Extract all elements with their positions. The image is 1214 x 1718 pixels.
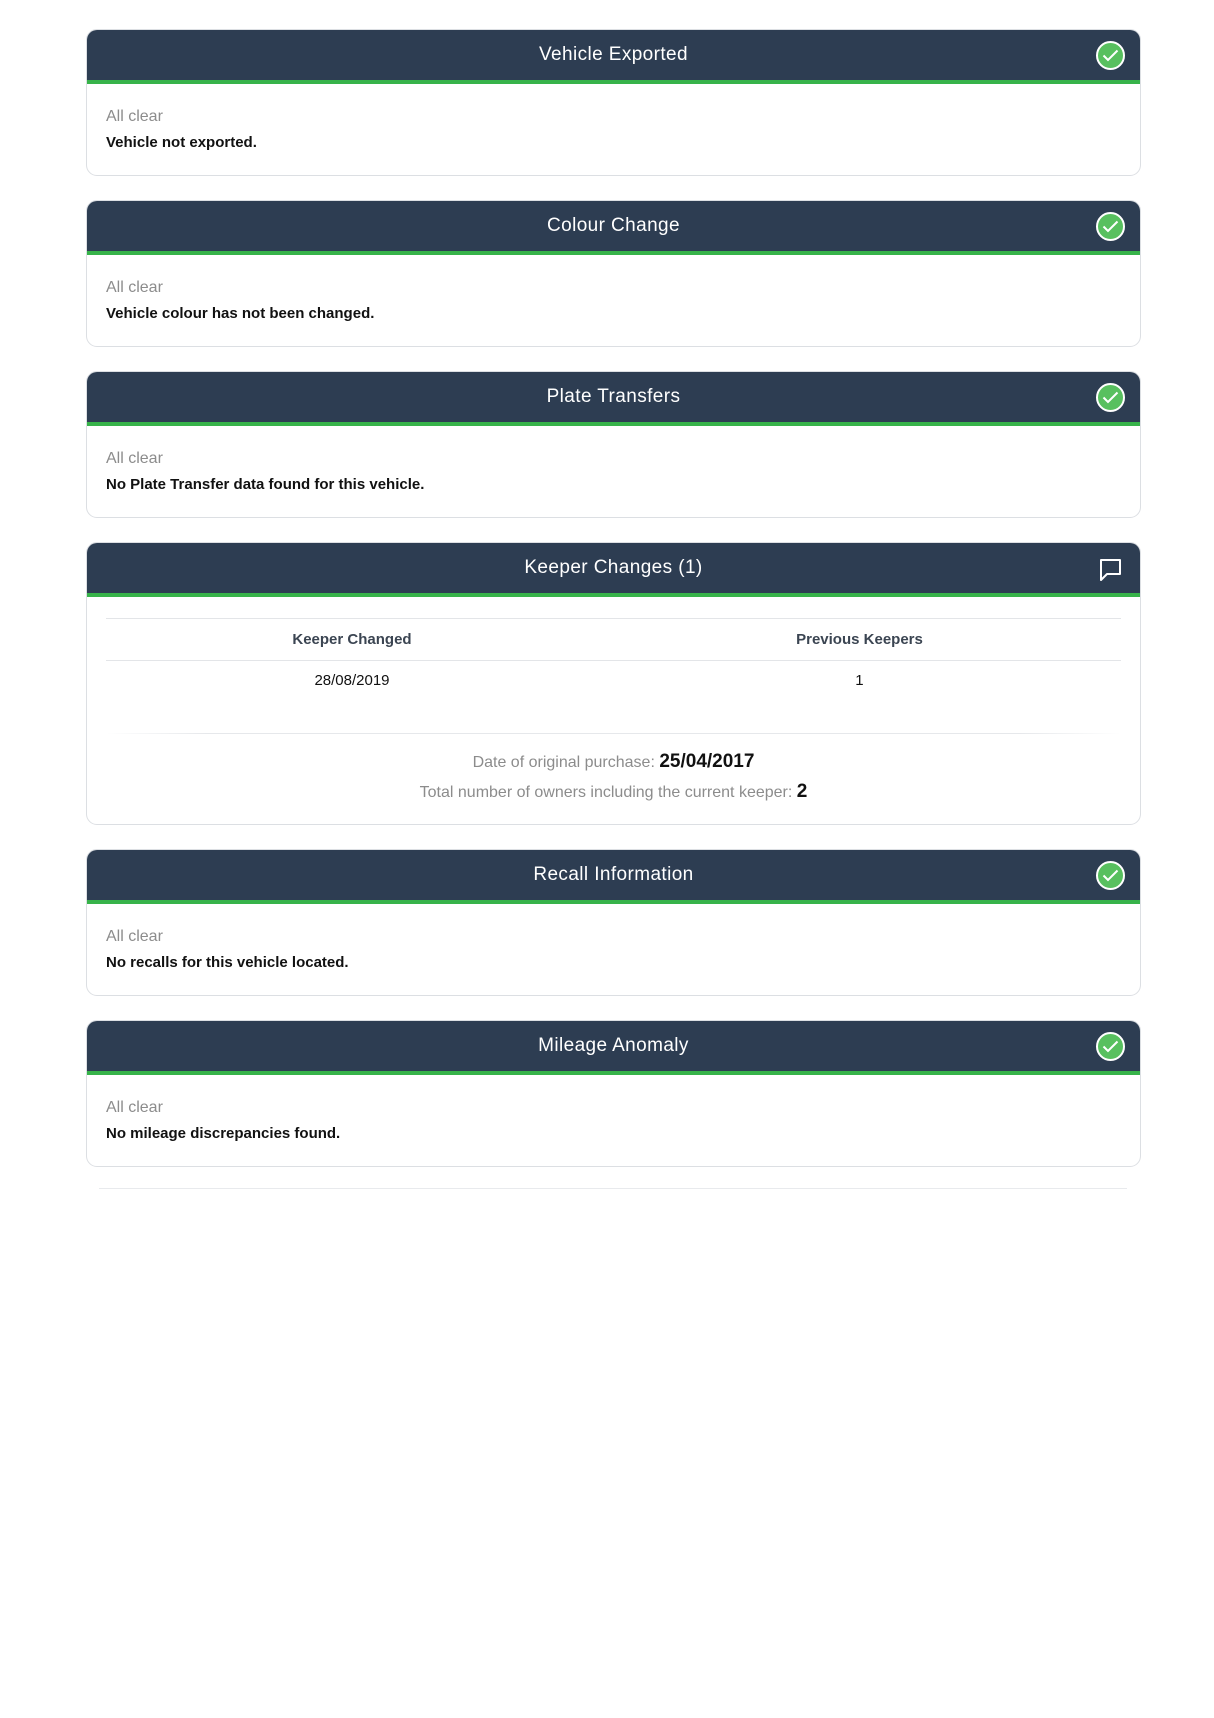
vehicle-exported-card xyxy=(86,29,1141,176)
keeper-table xyxy=(106,618,1121,701)
vehicle-exported-header[interactable] xyxy=(87,30,1140,84)
mileage-anomaly-card xyxy=(86,1020,1141,1167)
status-label: All clear xyxy=(106,279,163,296)
owners-total-label: Total number of owners including the current keeper: xyxy=(419,783,793,801)
status-text: Vehicle colour has not been changed. xyxy=(106,305,375,322)
status-text: No Plate Transfer data found for this vehicle. xyxy=(106,476,425,493)
check-circle-icon xyxy=(1096,41,1125,70)
table-row xyxy=(106,661,1121,701)
comment-icon[interactable] xyxy=(1096,554,1125,583)
status-label: All clear xyxy=(106,928,163,945)
previous-keepers-count: 1 xyxy=(855,672,864,690)
footer-divider xyxy=(99,1188,1127,1189)
keeper-changes-card xyxy=(86,542,1141,825)
vehicle-exported-body xyxy=(87,84,1140,174)
mileage-anomaly-body xyxy=(87,1075,1140,1165)
keeper-changes-body xyxy=(87,597,1140,825)
recall-information-header[interactable] xyxy=(87,850,1140,904)
recall-information-body xyxy=(87,904,1140,994)
plate-transfers-card xyxy=(86,371,1141,518)
check-circle-icon xyxy=(1096,212,1125,241)
keeper-changes-header[interactable] xyxy=(87,543,1140,597)
vehicle-exported-title: Vehicle Exported xyxy=(539,44,688,65)
plate-transfers-title: Plate Transfers xyxy=(546,386,681,407)
keeper-changed-date: 28/08/2019 xyxy=(314,672,390,690)
mileage-anomaly-title: Mileage Anomaly xyxy=(538,1035,689,1056)
divider xyxy=(106,733,1121,734)
mileage-anomaly-header[interactable] xyxy=(87,1021,1140,1075)
plate-transfers-header[interactable] xyxy=(87,372,1140,426)
colour-change-header[interactable] xyxy=(87,201,1140,255)
recall-information-title: Recall Information xyxy=(533,864,694,885)
original-purchase-value: 25/04/2017 xyxy=(659,750,755,772)
colour-change-title: Colour Change xyxy=(546,215,680,236)
owners-total-value: 2 xyxy=(796,780,808,802)
column-header-previous-keepers: Previous Keepers xyxy=(598,619,1121,661)
status-label: All clear xyxy=(106,450,163,467)
owners-total-line xyxy=(106,780,1121,805)
recall-information-card xyxy=(86,849,1141,996)
check-circle-icon xyxy=(1096,383,1125,412)
colour-change-card xyxy=(86,200,1141,347)
colour-change-body xyxy=(87,255,1140,345)
status-text: No mileage discrepancies found. xyxy=(106,1125,341,1142)
status-text: No recalls for this vehicle located. xyxy=(106,954,349,971)
original-purchase-label: Date of original purchase: xyxy=(472,753,655,771)
check-circle-icon xyxy=(1096,861,1125,890)
status-label: All clear xyxy=(106,1099,163,1116)
column-header-keeper-changed: Keeper Changed xyxy=(106,619,598,661)
original-purchase-line xyxy=(106,750,1121,775)
status-text: Vehicle not exported. xyxy=(106,134,257,151)
plate-transfers-body xyxy=(87,426,1140,516)
check-circle-icon xyxy=(1096,1032,1125,1061)
keeper-changes-title: Keeper Changes (1) xyxy=(524,557,703,578)
status-label: All clear xyxy=(106,108,163,125)
table-header-row xyxy=(106,619,1121,661)
